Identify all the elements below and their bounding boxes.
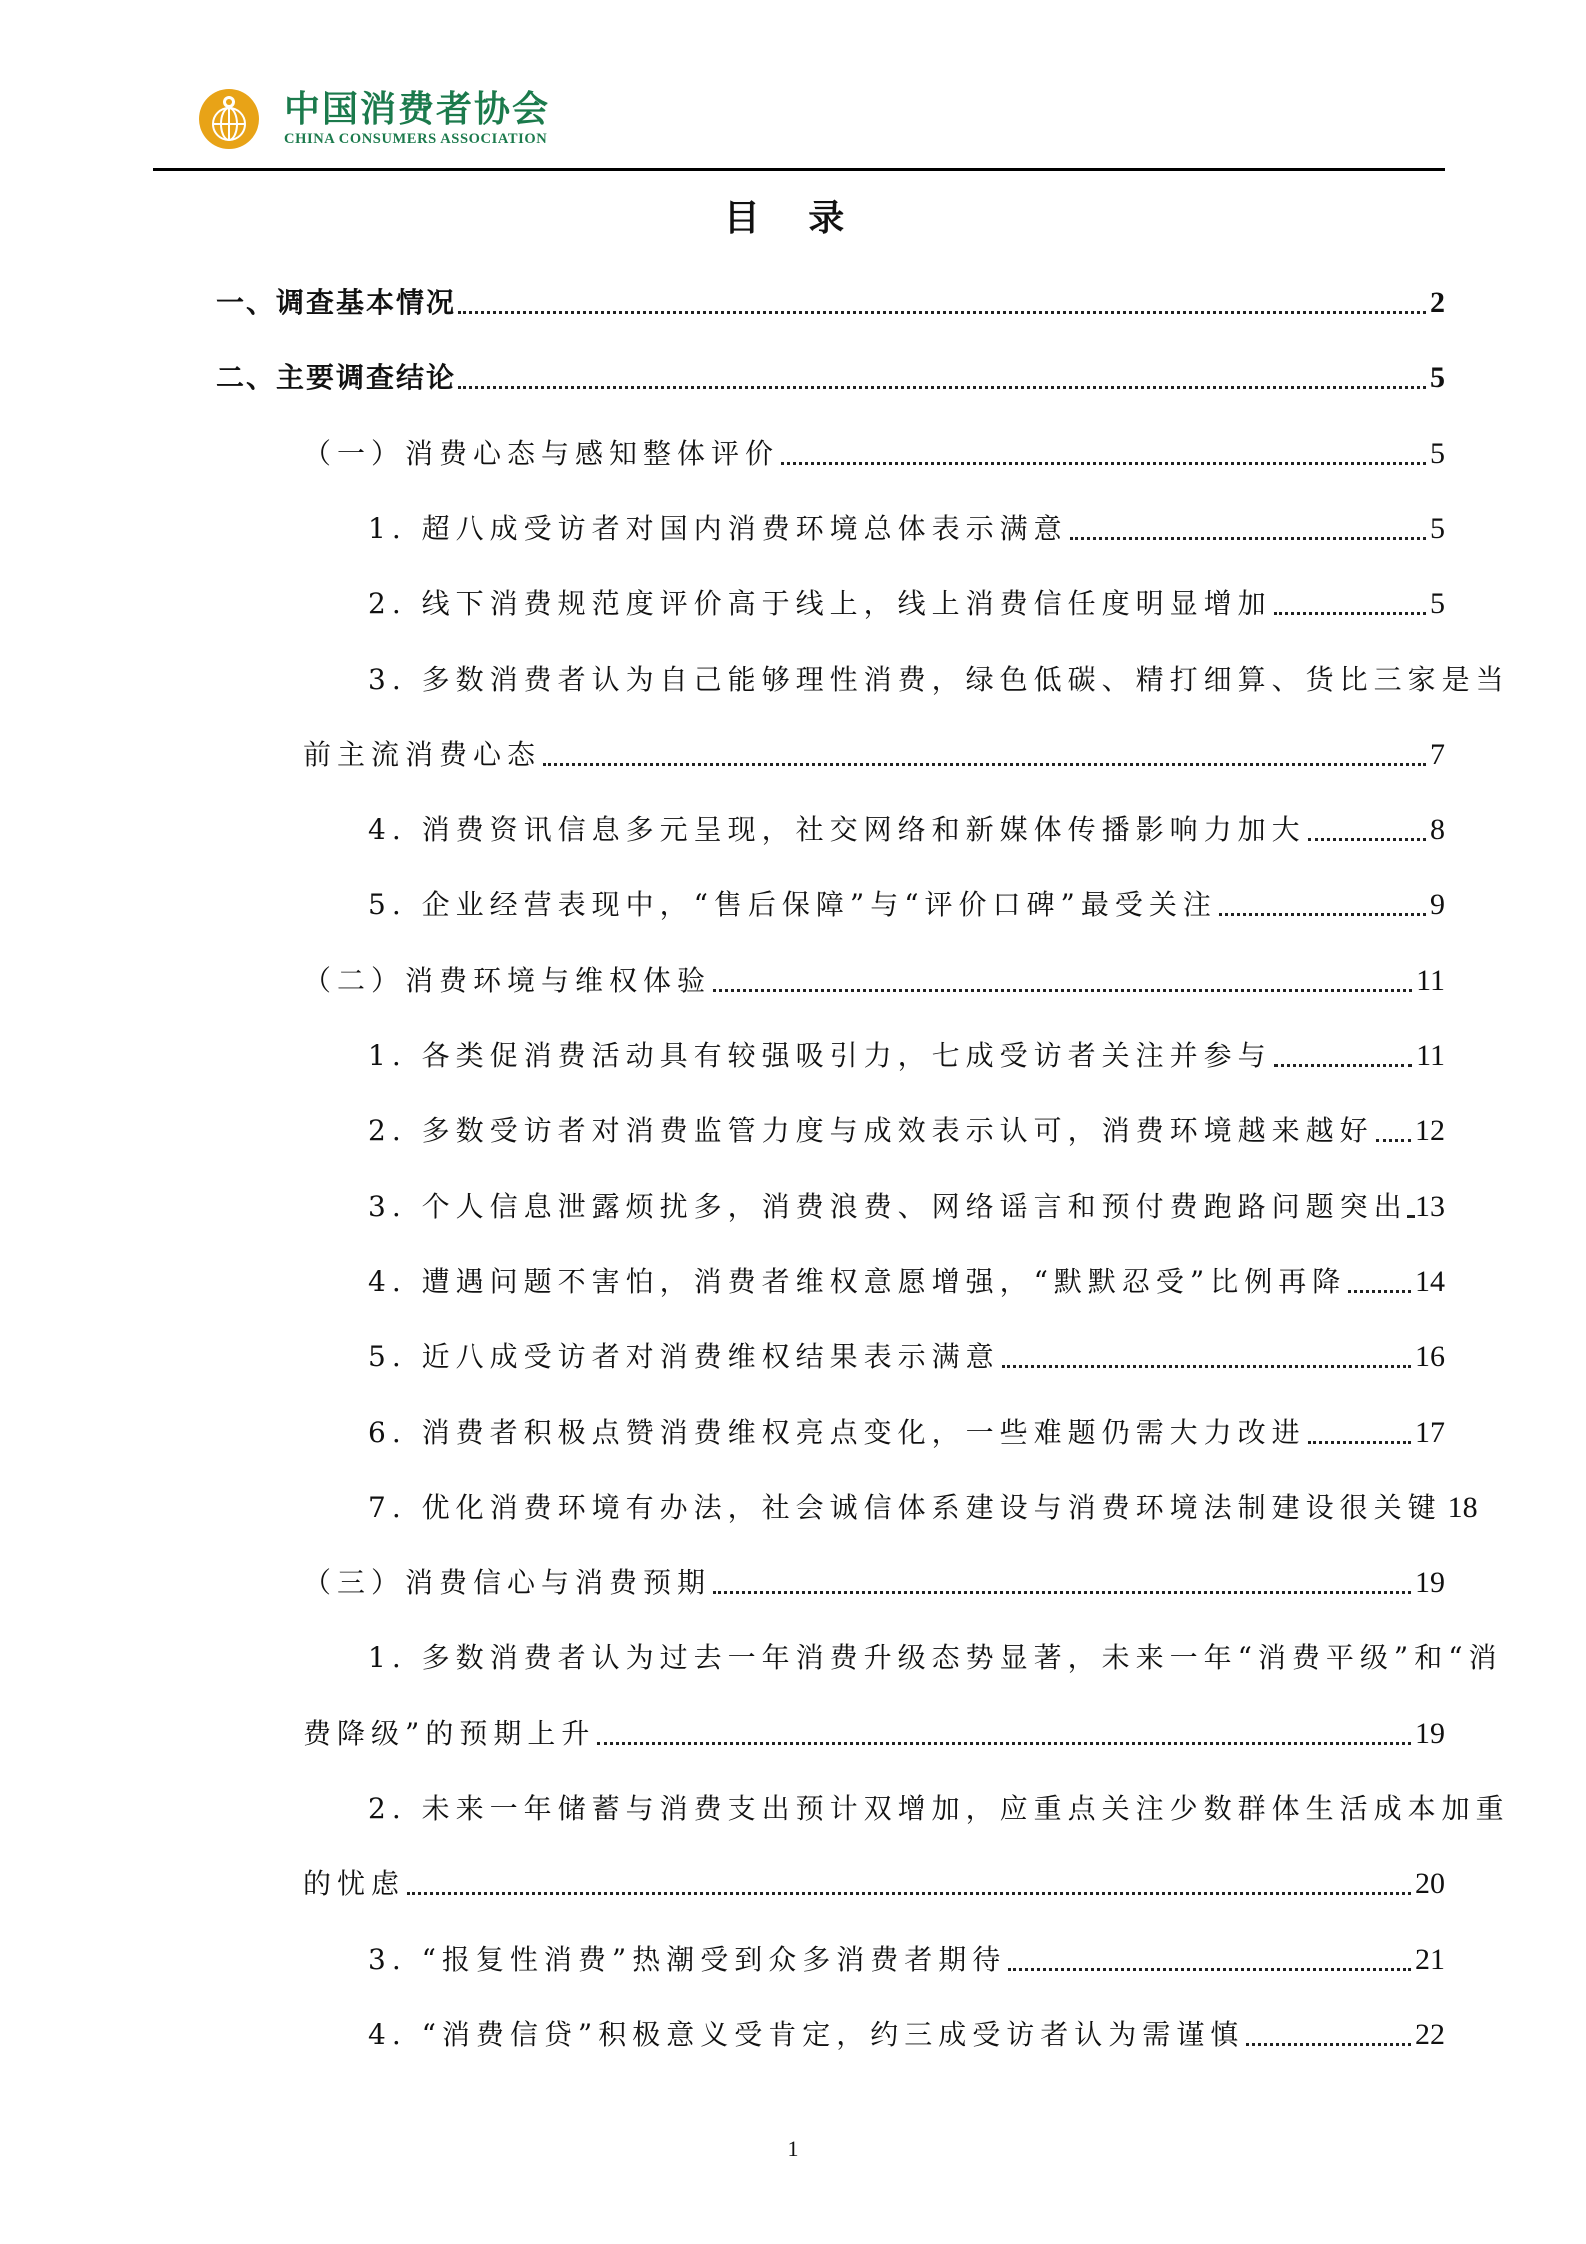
toc-entry[interactable]: [368, 1187, 1445, 1227]
dot-leader: [597, 1742, 1411, 1745]
toc-title: 目 录: [723, 198, 863, 239]
toc-entry-label: 4. 消费资讯信息多元呈现，社交网络和新媒体传播影响力加大: [368, 813, 1306, 847]
toc-entry-page: 5: [1430, 436, 1445, 470]
cca-emblem-icon: [198, 88, 260, 150]
dot-leader: [1410, 1215, 1411, 1218]
toc-entry-page: 12: [1415, 1114, 1445, 1148]
dot-leader: [1274, 1064, 1412, 1067]
toc-entry-page: 20: [1415, 1867, 1445, 1901]
toc-entry-label: 1. 各类促消费活动具有较强吸引力，七成受访者关注并参与: [368, 1039, 1272, 1072]
toc-entry[interactable]: [368, 2015, 1445, 2055]
toc-entry-page: 2: [1430, 286, 1445, 319]
dot-leader: [543, 763, 1426, 766]
toc-entry-label: 3. “报复性消费”热潮受到众多消费者期待: [368, 1942, 1007, 1976]
header-logo: [198, 88, 550, 150]
toc-entry-label: 5. 企业经营表现中，“售后保障”与“评价口碑”最受关注: [368, 888, 1217, 922]
dot-leader: [781, 462, 1426, 465]
toc-entry[interactable]: [303, 1714, 1445, 1754]
toc-entry-label: 3. 个人信息泄露烦扰多，消费浪费、网络谣言和预付费跑路问题突出: [368, 1189, 1408, 1223]
dot-leader: [407, 1892, 1411, 1895]
toc-entry-label: 7. 优化消费环境有办法，社会诚信体系建设与消费环境法制建设很关键: [368, 1490, 1442, 1524]
toc-entry-page: 13: [1415, 1189, 1445, 1223]
dot-leader: [1274, 612, 1426, 615]
toc-entry-page: 18: [1447, 1490, 1478, 1524]
page-number: 1: [787, 2136, 799, 2161]
toc-entry-label: 费降级”的预期上升: [303, 1716, 596, 1750]
toc-entry-label: 二、主要调查结论: [216, 361, 457, 395]
toc-entry-page: 22: [1415, 2017, 1445, 2051]
toc-entry[interactable]: [368, 1337, 1445, 1377]
dot-leader: [1219, 913, 1426, 916]
toc-entry-label: 5. 近八成受访者对消费维权结果表示满意: [368, 1340, 1000, 1374]
dot-leader: [1348, 1290, 1411, 1293]
dot-leader: [1002, 1365, 1411, 1368]
toc-entry[interactable]: [303, 1864, 1445, 1904]
dot-leader: [1308, 1441, 1411, 1444]
toc-entry[interactable]: [368, 584, 1445, 624]
toc-entry-page: 7: [1430, 737, 1445, 771]
dot-leader: [713, 989, 1412, 992]
toc-entry[interactable]: [216, 283, 1445, 323]
toc-entry[interactable]: [368, 1111, 1445, 1151]
toc-entry[interactable]: [216, 358, 1445, 398]
toc-entry[interactable]: [368, 885, 1445, 925]
toc-entry-label: （一）消费心态与感知整体评价: [303, 436, 780, 470]
toc-entry-page: 17: [1415, 1415, 1445, 1449]
toc-entry[interactable]: [368, 1488, 1478, 1528]
toc-entry-label: 6. 消费者积极点赞消费维权亮点变化，一些难题仍需大力改进: [368, 1415, 1306, 1449]
toc-entry[interactable]: [368, 660, 1510, 700]
dot-leader: [1008, 1968, 1411, 1971]
toc-entry-label: 1. 多数消费者认为过去一年消费升级态势显著，未来一年“消费平级”和“消: [368, 1641, 1503, 1675]
dot-leader: [713, 1591, 1411, 1594]
toc-entry-label: （三）消费信心与消费预期: [303, 1566, 712, 1600]
toc-entry-label: 2. 未来一年储蓄与消费支出预计双增加，应重点关注少数群体生活成本加重: [368, 1792, 1510, 1825]
toc-entry-label: 前主流消费心态: [303, 737, 542, 771]
toc-entry-label: （二）消费环境与维权体验: [303, 963, 712, 997]
toc-entry-label: 1. 超八成受访者对国内消费环境总体表示满意: [368, 511, 1068, 545]
dot-leader: [458, 311, 1426, 314]
toc-entry-label: 3. 多数消费者认为自己能够理性消费，绿色低碳、精打细算、货比三家是当: [368, 662, 1510, 696]
toc-entry[interactable]: [368, 1940, 1445, 1980]
toc-entry-page: 19: [1415, 1566, 1445, 1600]
header-rule: [153, 168, 1445, 171]
toc-entry[interactable]: [303, 1563, 1445, 1603]
toc-entry-label: 4. 遭遇问题不害怕，消费者维权意愿增强，“默默忍受”比例再降: [368, 1264, 1347, 1298]
toc-entry-page: 11: [1416, 963, 1445, 997]
toc-entry[interactable]: [303, 434, 1445, 474]
toc-entry-page: 19: [1415, 1716, 1445, 1750]
toc-entry[interactable]: [303, 961, 1445, 1001]
toc-entry-label: 一、调查基本情况: [216, 286, 457, 319]
toc-entry[interactable]: [368, 1789, 1510, 1829]
dot-leader: [1376, 1139, 1411, 1142]
toc-entry-page: 9: [1430, 888, 1445, 922]
toc-entry[interactable]: [368, 509, 1445, 549]
toc-entry[interactable]: [368, 1262, 1445, 1302]
toc-entry-page: 11: [1416, 1039, 1445, 1072]
toc-entry-page: 5: [1430, 587, 1445, 621]
dot-leader: [1070, 537, 1426, 540]
toc-entry[interactable]: [368, 1413, 1445, 1453]
toc-entry[interactable]: [368, 1638, 1503, 1678]
toc-entry-page: 16: [1415, 1340, 1445, 1374]
toc-entry-label: 2. 多数受访者对消费监管力度与成效表示认可，消费环境越来越好: [368, 1114, 1374, 1148]
dot-leader: [458, 386, 1426, 389]
org-name-en: CHINA CONSUMERS ASSOCIATION: [284, 131, 548, 147]
toc-entry-page: 8: [1430, 813, 1445, 847]
toc-entry[interactable]: [368, 1036, 1445, 1076]
toc-entry[interactable]: [368, 810, 1445, 850]
toc-entry-page: 14: [1415, 1264, 1445, 1298]
toc-entry-label: 2. 线下消费规范度评价高于线上，线上消费信任度明显增加: [368, 587, 1272, 621]
dot-leader: [1246, 2043, 1411, 2046]
toc-entry-page: 5: [1430, 511, 1445, 545]
toc-entry-label: 的忧虑: [303, 1867, 406, 1901]
toc-entry-label: 4. “消费信贷”积极意义受肯定，约三成受访者认为需谨慎: [368, 2017, 1245, 2051]
org-name-cn: 中国消费者协会: [284, 89, 551, 130]
toc-entry-page: 5: [1430, 361, 1445, 395]
toc-entry-page: 21: [1415, 1942, 1445, 1976]
toc-entry[interactable]: [303, 735, 1445, 775]
dot-leader: [1308, 838, 1426, 841]
